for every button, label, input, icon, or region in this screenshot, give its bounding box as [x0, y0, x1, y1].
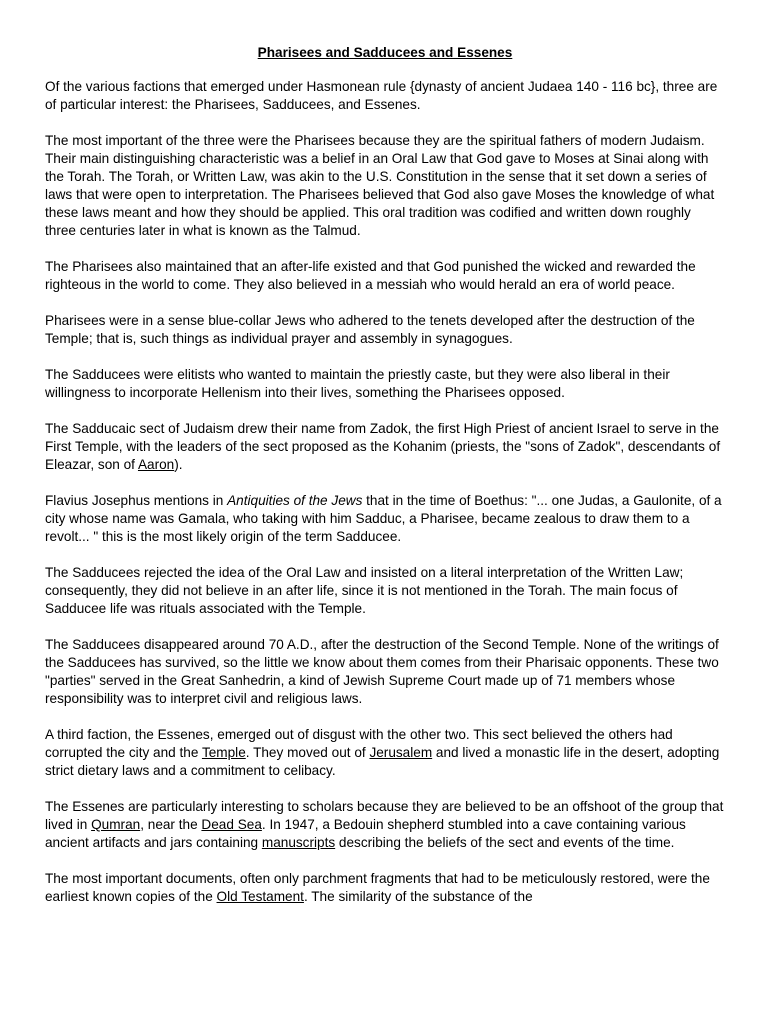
- paragraph-text: and lived a monastic life in the desert, adopting strict dietary laws and a commitment to celibacy.: [45, 745, 720, 778]
- link-qumran[interactable]: Qumran: [91, 817, 141, 832]
- paragraph-text: The Sadducees disappeared around 70 A.D., after the destruction of the Second Temple. None of the writings of the Sadducees has survived, so the little we know about them comes from their Pharisaic opponents. These two "parties" served in the Great Sanhedrin, a kind of Jewish Supreme Court made up of 71 members whose responsibility was to interpret civil and religious laws.: [45, 637, 719, 706]
- paragraph-text: The Sadducaic sect of Judaism drew their name from Zadok, the first High Priest of ancient Israel to serve in the First Temple, with the leaders of the sect proposed as the Kohanim (priests, the "sons of Zadok", descendants of Eleazar, son of: [45, 421, 721, 472]
- paragraph-text: that in the time of Boethus: "... one Judas, a Gaulonite, of a city whose name was Gamala, who taking with him Sadduc, a Pharisee, became zealous to draw them to a revolt... " this is the most likely origin of the term Sadducee.: [45, 493, 722, 544]
- paragraph-sadducees-oral-law: [45, 564, 725, 618]
- paragraph-text: The Sadducees rejected the idea of the Oral Law and insisted on a literal interpretation of the Written Law; consequently, they did not believe in an after life, since it is not mentioned in the Torah. The main focus of Sadducee life was rituals associated with the Temple.: [45, 565, 684, 616]
- paragraph-hasmonean-factions: [45, 78, 725, 114]
- paragraph-text: . The similarity of the substance of the: [303, 889, 533, 904]
- paragraph-text: , near the: [140, 817, 202, 832]
- document-page: [45, 44, 725, 924]
- link-temple[interactable]: Temple: [201, 745, 246, 760]
- paragraph-text: . In 1947, a Bedouin shepherd stumbled into a cave containing various ancient artifacts and jars containing: [45, 817, 686, 850]
- paragraph-sadducees-elitists: [45, 366, 725, 402]
- paragraph-essenes-faction: [45, 726, 725, 780]
- paragraph-pharisees-blue-collar: [45, 312, 725, 348]
- book-title-antiquities: Antiquities of the Jews: [227, 493, 363, 508]
- paragraph-text: The Sadducees were elitists who wanted to maintain the priestly caste, but they were also liberal in their willingness to incorporate Hellenism into their lives, something the Pharisees opposed.: [45, 367, 670, 400]
- paragraph-text: Of the various factions that emerged under Hasmonean rule {dynasty of ancient Judaea 140 - 116 bc}, three are of particular interest: the Pharisees, Sadducees, and Essenes.: [45, 79, 718, 112]
- link-old-testament[interactable]: Old Testament: [216, 889, 304, 904]
- paragraph-text: A third faction, the Essenes, emerged out of disgust with the other two. This sect believed the others had corrupted the city and the: [45, 727, 673, 760]
- link-aaron[interactable]: Aaron: [137, 457, 175, 472]
- link-manuscripts[interactable]: manuscripts: [261, 835, 336, 850]
- paragraph-text: ).: [174, 457, 183, 472]
- paragraph-text: The most important of the three were the Pharisees because they are the spiritual fathers of modern Judaism. Their main distinguishing characteristic was a belief in an Oral Law that God gave to Moses at Sinai along with the Torah. The Torah, or Written Law, was akin to the U.S. Constitution in the sense that it set down a series of laws that were open to interpretation. The Pharisees believed that God also gave Moses the knowledge of what these laws meant and how they should be applied. This oral tradition was codified and written down roughly three centuries later in what is known as the Talmud.: [45, 133, 715, 238]
- link-dead-sea[interactable]: Dead Sea: [201, 817, 262, 832]
- paragraph-sadducaic-name: [45, 420, 725, 474]
- paragraph-sadducees-disappeared: [45, 636, 725, 708]
- paragraph-text: The Pharisees also maintained that an after-life existed and that God punished the wicked and rewarded the righteous in the world to come. They also believed in a messiah who would herald an era of world peace.: [45, 259, 696, 292]
- paragraph-text: describing the beliefs of the sect and events of the time.: [335, 835, 675, 850]
- paragraph-essenes-scholars: [45, 798, 725, 852]
- paragraph-pharisees-afterlife: [45, 258, 725, 294]
- paragraph-text: Pharisees were in a sense blue-collar Jews who adhered to the tenets developed after the destruction of the Temple; that is, such things as individual prayer and assembly in synagogues.: [45, 313, 695, 346]
- paragraph-text: The Essenes are particularly interesting to scholars because they are believed to be an offshoot of the group that lived in: [45, 799, 724, 832]
- paragraph-text: The most important documents, often only parchment fragments that had to be meticulously restored, were the earliest known copies of the: [45, 871, 710, 904]
- document-title: Pharisees and Sadducees and Essenes: [257, 45, 513, 60]
- link-jerusalem[interactable]: Jerusalem: [369, 745, 433, 760]
- paragraph-pharisees-importance: [45, 132, 725, 240]
- paragraph-josephus: [45, 492, 725, 546]
- paragraph-documents: [45, 870, 725, 906]
- paragraph-text: . They moved out of: [245, 745, 370, 760]
- paragraph-text: Flavius Josephus mentions in: [45, 493, 228, 508]
